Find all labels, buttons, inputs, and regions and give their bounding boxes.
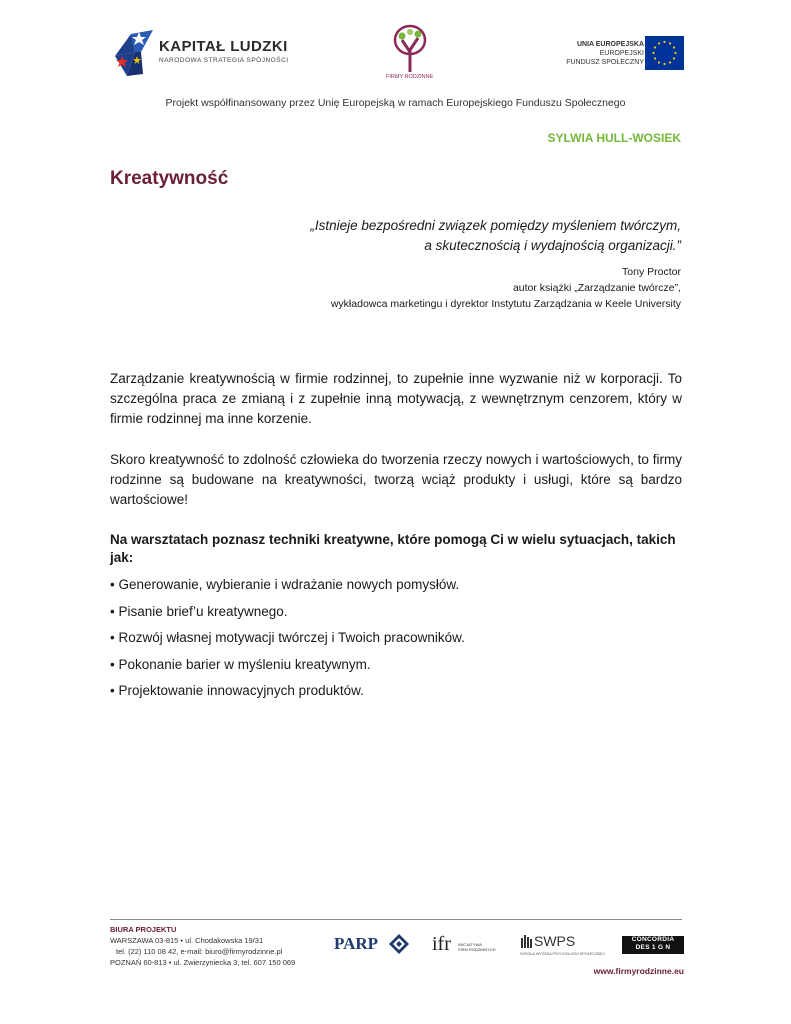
- office-line: WARSZAWA 03-815 • ul. Chodakowska 19/31: [110, 936, 264, 945]
- quote: [181, 216, 681, 256]
- office-heading: BIURA PROJEKTU: [110, 925, 177, 934]
- swps-emblem-icon: [520, 934, 534, 948]
- ifr-label: ifr: [432, 933, 451, 955]
- eu-line-3: FUNDUSZ SPOŁECZNY: [566, 59, 644, 66]
- parp-label: PARP: [334, 934, 379, 953]
- kapital-ludzki-subtitle: NARODOWA STRATEGIA SPÓJNOŚCI: [159, 57, 289, 64]
- office-line: tel. (22) 110 08 42, e-mail: biuro@firmyrodzinne.pl: [116, 947, 283, 956]
- ifr-subtitle-line: INICJATYWA: [458, 942, 482, 947]
- attribution-name: Tony Proctor: [622, 266, 681, 278]
- page-title: Kreatywność: [110, 168, 229, 189]
- project-cofinancing-line: Projekt współfinansowany przez Unię Europejską w ramach Europejskiego Funduszu Społecznego: [165, 97, 626, 109]
- eu-text: [566, 40, 644, 67]
- kapital-ludzki-logo: [113, 26, 313, 78]
- eu-flag-icon: [645, 36, 684, 70]
- office-line: POZNAŃ 60-813 • ul. Zwierzyniecka 3, tel. 607 150 069: [110, 958, 296, 967]
- footer-divider: [110, 919, 682, 920]
- attribution-role: wykładowca marketingu i dyrektor Instytutu Zarządzania w Keele University: [330, 298, 681, 310]
- quote-line-2: a skutecznością i wydajnością organizacji.”: [424, 238, 681, 253]
- list-item: • Pisanie brief’u kreatywnego.: [110, 603, 682, 630]
- workshop-lead: Na warsztatach poznasz techniki kreatywne, które pomogą Ci w wielu sytuacjach, takich jak:: [110, 532, 676, 565]
- list-item: • Pokonanie barier w myśleniu kreatywnym.: [110, 656, 682, 683]
- attribution-book: autor książki „Zarządzanie twórcze”,: [512, 282, 681, 294]
- paragraph: Skoro kreatywność to zdolność człowieka do tworzenia rzeczy nowych i wartościowych, to firmy rodzinne są budowane na kreatywności, tworzą wciąż produkty i usługi, które są bardzo wartościowe!: [110, 452, 682, 507]
- eu-line-1: UNIA EUROPEJSKA: [576, 41, 644, 48]
- author-name: SYLWIA HULL-WOSIEK: [547, 131, 681, 145]
- concordia-logo: [622, 936, 684, 954]
- list-item: • Projektowanie innowacyjnych produktów.: [110, 682, 682, 709]
- parp-emblem-icon: [388, 933, 410, 955]
- firmy-rodzinne-label: FIRMY RODZINNE: [386, 74, 434, 80]
- concordia-line: CONCORDIA: [631, 936, 675, 943]
- website-link[interactable]: www.firmyrodzinne.eu: [593, 966, 684, 976]
- paragraph: Zarządzanie kreatywnością w firmie rodzinnej, to zupełnie inne wyzwanie niż w korporacji. To szczególna praca ze zmianą i z zupełnie inną motywacją, z wewnętrznym cenzorem, który w firmie rodzinnej ma inne korzenie.: [110, 371, 682, 426]
- project-offices: [110, 924, 295, 968]
- kapital-ludzki-emblem-icon: [113, 26, 155, 78]
- family-tree-icon: [390, 24, 430, 74]
- ifr-subtitle: [458, 942, 496, 952]
- kapital-ludzki-title: KAPITAŁ LUDZKI: [159, 38, 288, 55]
- ifr-subtitle-line: FIRM RODZINNYCH: [458, 947, 496, 952]
- concordia-line: DES 1 G N: [635, 944, 671, 951]
- ifr-logo: [432, 933, 502, 957]
- swps-subtitle: SZKOŁA WYŻSZA PSYCHOLOGII SPOŁECZNEJ: [520, 952, 605, 956]
- bullet-list: [110, 576, 682, 709]
- list-item: • Rozwój własnej motywacji twórczej i Twoich pracowników.: [110, 629, 682, 656]
- quote-attribution: [161, 264, 681, 312]
- quote-line-1: „Istnieje bezpośredni związek pomiędzy myśleniem twórczym,: [310, 218, 681, 233]
- parp-logo: [334, 932, 410, 956]
- swps-logo: [520, 933, 605, 959]
- swps-label: SWPS: [534, 933, 576, 949]
- firmy-rodzinne-logo: [378, 24, 444, 84]
- eu-line-2: EUROPEJSKI: [599, 50, 644, 57]
- list-item: • Generowanie, wybieranie i wdrażanie nowych pomysłów.: [110, 576, 682, 603]
